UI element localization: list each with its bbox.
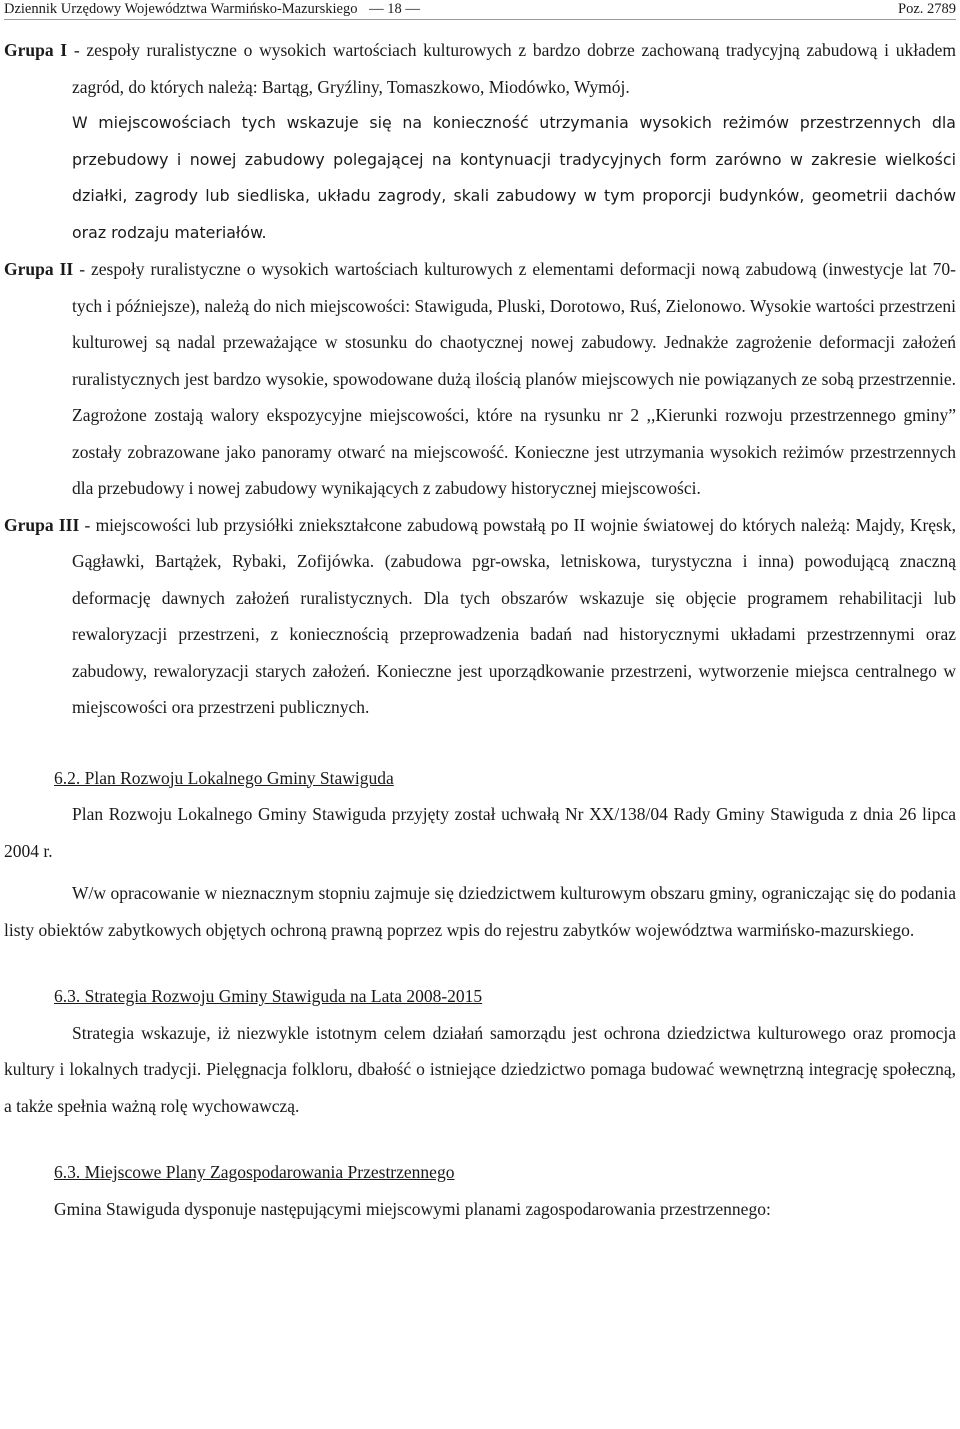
- group-1-description: W miejscowościach tych wskazuje się na konieczność utrzymania wysokich reżimów przestrzennych dla przebudowy i nowej zabudowy polegającej na kontynuacji tradycyjnych form zarówno w zakresie wielkości działki, zagrody lub siedliska, układu zagrody, skali zabudowy w tym proporcji budynków, geometrii dachów oraz rodzaju materiałów.: [72, 113, 956, 242]
- group-2-text: - zespoły ruralistyczne o wysokich wartościach kulturowych z elementami deformacji nową zabudową (inwestycje lat 70-tych i późniejsze), należą do nich miejscowości: Stawiguda, Pluski, Dorotowo, Ruś, Zielonowo. Wysokie wartości przestrzeni kulturowej są nadal przeważające w stosunku do chaotycznej nowej zabudowy. Jednakże zagrożenie deformacji założeń ruralistycznych jest bardzo wysokie, spowodowane dużą ilością planów miejscowych nie powiązanych ze sobą przestrzennie. Zagrożone zostają walory ekspozycyjne miejscowości, które na rysunku nr 2 ,,Kierunki rozwoju przestrzennego gminy” zostały zobrazowane jako panoramy otwarć na miejscowość. Konieczne jest utrzymania wysokich reżimów przestrzennych dla przebudowy i nowej zabudowy wynikających z zabudowy historycznej miejscowości.: [72, 259, 956, 498]
- group-1-paragraph: [4, 32, 956, 105]
- section-6-3-strategy-paragraph: Strategia wskazuje, iż niezwykle istotnym celem działań samorządu jest ochrona dziedzictwa kulturowego oraz promocja kultury i lokalnych tradycji. Pielęgnacja folkloru, dbałość o istniejące dziedzictwo pomaga budować wewnętrzną integrację społeczną, a także spełnia ważną rolę wychowawczą.: [4, 1022, 956, 1116]
- section-6-2-paragraph-1: Plan Rozwoju Lokalnego Gminy Stawiguda przyjęty został uchwałą Nr XX/138/04 Rady Gminy Stawiguda z dnia 26 lipca 2004 r.: [4, 804, 956, 861]
- group-2-paragraph: [4, 251, 956, 507]
- group-3-label: Grupa III: [4, 514, 80, 535]
- section-6-3-strategy-heading: 6.3. Strategia Rozwoju Gminy Stawiguda na Lata 2008-2015: [54, 986, 483, 1006]
- section-6-3-plans-paragraph: Gmina Stawiguda dysponuje następującymi miejscowymi planami zagospodarowania przestrzennego:: [54, 1198, 771, 1219]
- group-2-label: Grupa II: [4, 259, 74, 279]
- group-3-paragraph: [4, 507, 956, 726]
- group-3-text: - miejscowości lub przysiółki zniekształcone zabudową powstałą po II wojnie światowej do których należą: Majdy, Kręsk, Gągławki, Bartążek, Rybaki, Zofijówka. (zabudowa pgr-owska, letniskowa, turystyczna i inna) powodującą znaczną deformację dawnych założeń ruralistycznych. Dla tych obszarów wskazuje się objęcie programem rehabilitacji lub rewaloryzacji przestrzeni, z koniecznością przeprowadzenia badań nad historycznymi układami przestrzennymi oraz zabudowy, rewaloryzacji starych założeń. Konieczne jest uporządkowanie przestrzeni, wytworzenie miejsca centralnego w miejscowości ora przestrzeni publicznych.: [72, 514, 956, 717]
- page-header: [4, 0, 956, 20]
- section-6-2-heading: 6.2. Plan Rozwoju Lokalnego Gminy Stawiguda: [54, 767, 394, 788]
- section-6-2-paragraph-2: W/w opracowanie w nieznacznym stopniu zajmuje się dziedzictwem kulturowym obszaru gminy, ograniczając się do podania listy obiektów zabytkowych objętych ochroną prawną poprzez wpis do rejestru zabytków województwa warmińsko-mazurskiego.: [4, 883, 956, 940]
- section-6-3-plans-heading: 6.3. Miejscowe Plany Zagospodarowania Przestrzennego: [54, 1162, 455, 1182]
- position-number: Poz. 2789: [898, 1, 956, 17]
- group-1-text: - zespoły ruralistyczne o wysokich wartościach kulturowych z bardzo dobrze zachowaną tradycyjną zabudową i układem zagród, do których należą: Bartąg, Gryźliny, Tomaszkowo, Miodówko, Wymój.: [67, 40, 956, 97]
- group-1-label: Grupa I: [4, 40, 68, 60]
- page-number: — 18 —: [369, 1, 420, 17]
- journal-title: Dziennik Urzędowy Województwa Warmińsko-Mazurskiego: [4, 1, 358, 17]
